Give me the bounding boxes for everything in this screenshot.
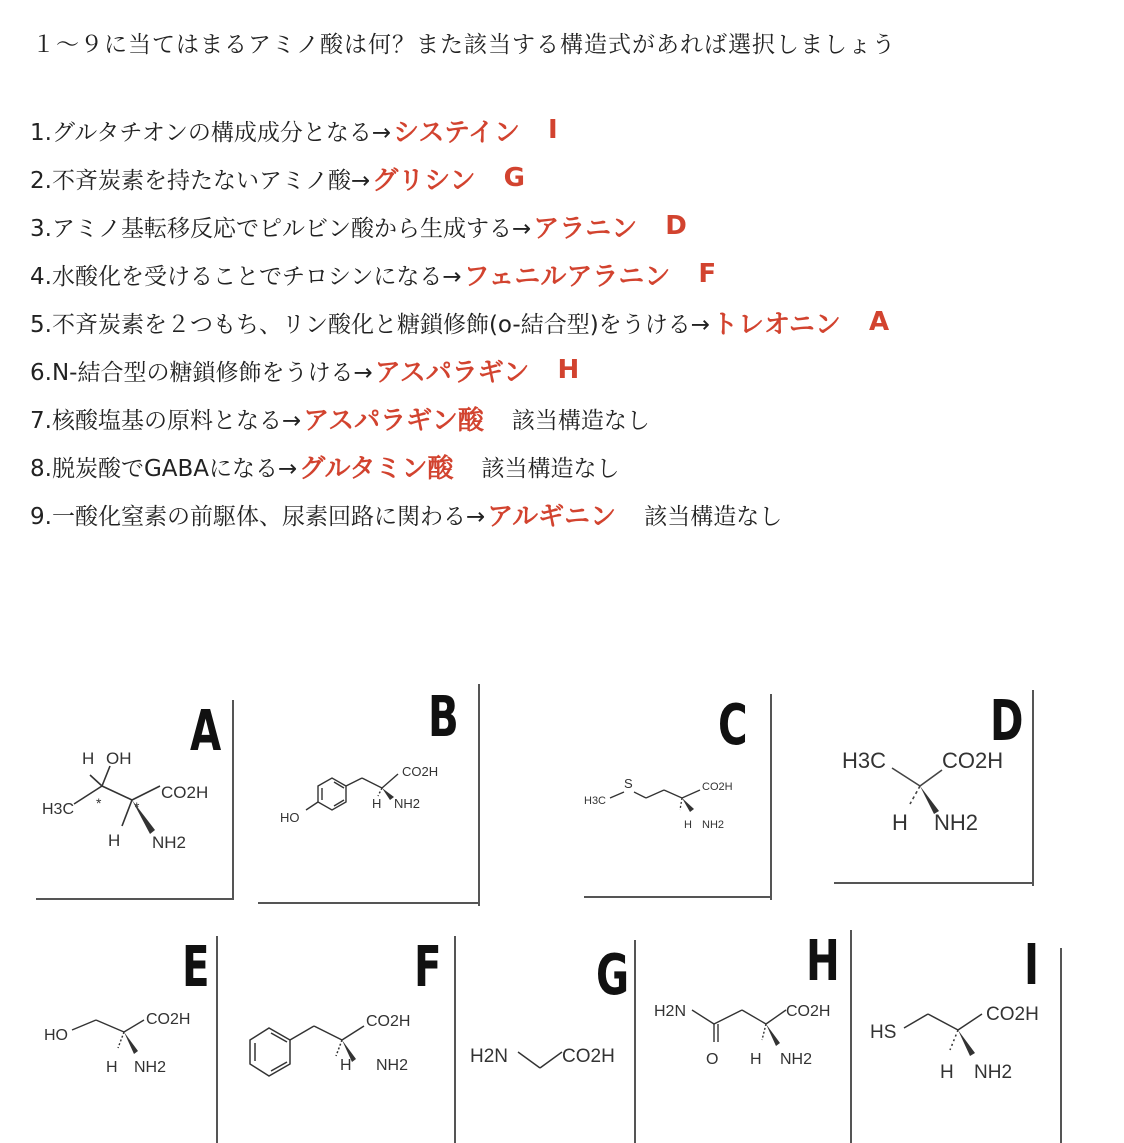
- atom-label: H: [684, 819, 692, 831]
- question-text: 1.グルタチオンの構成成分となる→: [30, 119, 392, 146]
- structure-card-g: [460, 940, 638, 1143]
- question-text: 9.一酸化窒素の前駆体、尿素回路に関わる→: [30, 503, 486, 530]
- question-text: 3.アミノ基転移反応でピルビン酸から生成する→: [30, 215, 532, 242]
- question-text: 5.不斉炭素を２つもち、リン酸化と糖鎖修飾(o-結合型)をうける→: [30, 311, 710, 338]
- answer-letter: G: [503, 163, 525, 193]
- atom-label: NH2: [974, 1062, 1013, 1083]
- answer-letter: D: [665, 211, 687, 241]
- structure-label: A: [190, 699, 222, 764]
- atom-label: NH2: [702, 819, 725, 831]
- atom-label: NH2: [934, 810, 979, 835]
- atom-label: NH2: [134, 1059, 167, 1076]
- question-item: [30, 490, 889, 538]
- structure-card-a: [36, 700, 236, 900]
- atom-label: H3C: [584, 795, 607, 807]
- answer-text: システイン: [393, 117, 521, 148]
- atom-label: NH2: [152, 833, 187, 852]
- tyrosine-structure: [258, 684, 480, 906]
- atom-label: CO2H: [146, 1011, 191, 1028]
- question-text: 8.脱炭酸でGABAになる→: [30, 455, 298, 482]
- atom-label: OH: [106, 749, 132, 768]
- glycine-structure: [460, 940, 638, 1143]
- phenylalanine-structure: [236, 936, 456, 1143]
- atom-label: H3C: [42, 801, 75, 818]
- answer-text: アルギニン: [487, 501, 617, 532]
- atom-label: CO2H: [986, 1004, 1039, 1025]
- alanine-structure: [834, 690, 1036, 886]
- answer-letter: A: [868, 307, 890, 337]
- question-item: [30, 250, 889, 298]
- atom-label: H: [82, 749, 95, 768]
- atom-label: S: [624, 776, 633, 791]
- atom-label: H: [892, 810, 908, 835]
- question-item: [30, 346, 889, 394]
- atom-label: H3C: [842, 748, 887, 773]
- question-item: [30, 202, 889, 250]
- atom-label: H: [108, 831, 121, 850]
- atom-label: H2N: [470, 1046, 509, 1067]
- answer-text: フェニルアラニン: [463, 261, 671, 292]
- structure-label: G: [596, 943, 630, 1008]
- question-item: [30, 154, 889, 202]
- atom-label: O: [706, 1051, 719, 1068]
- answer-text: グルタミン酸: [299, 453, 454, 484]
- atom-label: HO: [280, 810, 300, 825]
- atom-label: CO2H: [702, 781, 733, 793]
- structure-card-d: [834, 690, 1036, 886]
- cysteine-structure: [864, 934, 1062, 1143]
- question-text: 6.N-結合型の糖鎖修飾をうける→: [30, 359, 373, 386]
- atom-label: H: [106, 1059, 118, 1076]
- structure-label: E: [182, 935, 210, 1000]
- answer-text: アスパラギン: [374, 357, 530, 388]
- question-item: [30, 298, 889, 346]
- structure-label: D: [990, 689, 1024, 754]
- answer-note: 該当構造なし: [644, 503, 783, 530]
- atom-label: HS: [870, 1022, 897, 1043]
- answer-text: アスパラギン酸: [303, 405, 484, 436]
- answer-text: トレオニン: [711, 309, 841, 340]
- answer-letter: H: [557, 355, 580, 385]
- structure-card-f: [236, 936, 456, 1143]
- structure-card-b: [258, 684, 480, 906]
- structure-card-e: [20, 936, 220, 1143]
- answer-note: 該当構造なし: [511, 407, 650, 434]
- structure-label: F: [414, 935, 442, 1000]
- structure-card-h: [648, 930, 852, 1143]
- atom-label: H: [340, 1057, 352, 1074]
- asparagine-structure: [648, 930, 852, 1143]
- question-item: [30, 106, 889, 154]
- answer-text: アラニン: [533, 213, 638, 244]
- threonine-structure: [36, 700, 236, 900]
- atom-label: H2N: [654, 1003, 687, 1020]
- structure-label: C: [718, 693, 748, 758]
- atom-label: NH2: [780, 1051, 813, 1068]
- question-text: 7.核酸塩基の原料となる→: [30, 407, 302, 434]
- atom-label: CO2H: [161, 783, 209, 802]
- structure-label: I: [1024, 933, 1040, 998]
- atom-label: NH2: [394, 796, 421, 811]
- atom-label: H: [940, 1062, 954, 1083]
- atom-label: HO: [44, 1027, 68, 1044]
- atom-label: NH2: [376, 1057, 409, 1074]
- atom-label: H: [750, 1051, 762, 1068]
- answer-letter: F: [698, 259, 717, 289]
- answer-letter: I: [548, 115, 558, 145]
- atom-label: CO2H: [402, 764, 439, 779]
- question-item: [30, 442, 889, 490]
- atom-label: CO2H: [786, 1003, 831, 1020]
- atom-label: H: [372, 796, 382, 811]
- serine-structure: [20, 936, 220, 1143]
- page-title: １〜９に当てはまるアミノ酸は何？また該当する構造式があれば選択しましょう: [32, 32, 896, 58]
- atom-label: CO2H: [942, 748, 1004, 773]
- chiral-marker: *: [134, 799, 140, 815]
- structure-label: H: [806, 929, 840, 994]
- structure-card-c: [584, 694, 772, 900]
- chiral-marker: *: [96, 795, 102, 811]
- structure-card-i: [864, 934, 1062, 1143]
- question-item: [30, 394, 889, 442]
- answer-text: グリシン: [372, 165, 476, 196]
- answer-note: 該当構造なし: [481, 455, 620, 482]
- question-text: 2.不斉炭素を持たないアミノ酸→: [30, 167, 371, 194]
- methionine-structure: [584, 694, 772, 900]
- question-list: [30, 106, 889, 538]
- structure-label: B: [428, 685, 459, 750]
- atom-label: CO2H: [366, 1013, 411, 1030]
- question-text: 4.水酸化を受けることでチロシンになる→: [30, 263, 462, 290]
- atom-label: CO2H: [562, 1046, 615, 1067]
